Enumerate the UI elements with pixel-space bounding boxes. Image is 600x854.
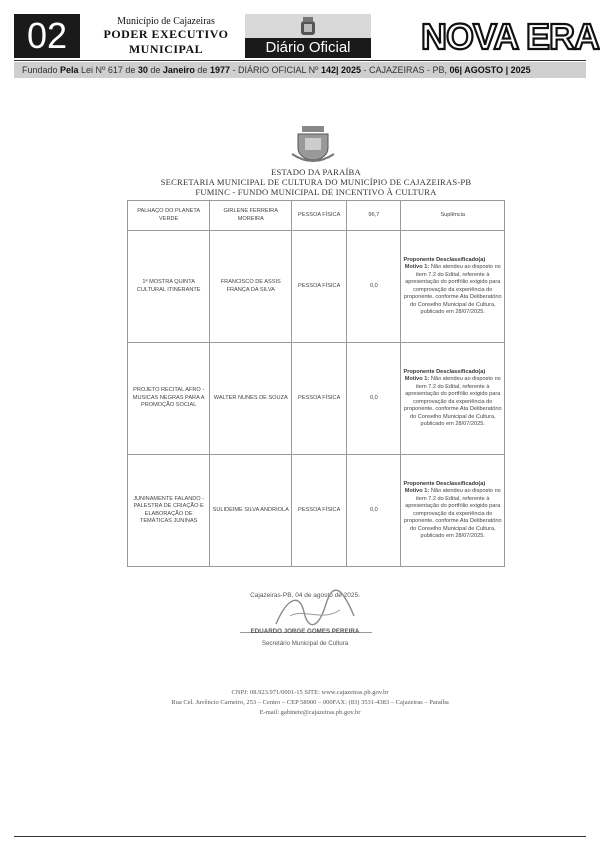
proponent-cell: WALTER NUNES DE SOUZA	[210, 343, 292, 455]
type-cell: PESSOA FÍSICA	[292, 455, 347, 567]
header-divider	[14, 60, 586, 61]
proponent-cell: GIRLENE FERREIRA MOREIRA	[210, 201, 292, 231]
nova-era-logo	[420, 14, 600, 58]
status-cell	[401, 343, 505, 455]
footer-email: E-mail: gabinete@cajazeiras.pb.gov.br	[259, 709, 361, 716]
info-text: Pela	[60, 65, 79, 75]
info-text: 30	[137, 65, 148, 75]
brand-text: NOVA ERA	[420, 16, 600, 57]
status-heading: Proponente Desclassificado(a)	[403, 480, 486, 487]
table-row	[128, 201, 505, 231]
info-text: - DIÁRIO OFICIAL Nº	[229, 65, 321, 75]
info-text: 06	[449, 65, 460, 75]
footer-cnpj: CNPJ: 08.923.971/0001-15 SITE: www.cajazeiras.pb.gov.br	[231, 689, 389, 696]
info-text: de	[194, 65, 210, 75]
secretariat-title: SECRETARIA MUNICIPAL DE CULTURA DO MUNICÍPIO DE CAJAZEIRAS-PB	[160, 177, 472, 187]
score-cell: 0,0	[347, 231, 401, 343]
handwritten-signature	[270, 586, 360, 634]
info-text: 1977	[209, 65, 230, 75]
info-text: Janeiro	[162, 65, 195, 75]
status-heading: Proponente Desclassificado(a)	[403, 368, 486, 375]
power-line1: PODER EXECUTIVO	[103, 27, 229, 41]
status-cell	[401, 455, 505, 567]
type-cell: PESSOA FÍSICA	[292, 231, 347, 343]
status-heading: Proponente Desclassificado(a)	[403, 256, 486, 263]
bottom-divider	[14, 836, 586, 837]
coat-of-arms-icon	[290, 124, 336, 164]
reason-text: Não atendeu ao disposto no item 7.2 do Edital, referente à apresentação do portfólio exigido para comprovação da experiência do proponente, conforme Ata Deliberatório do Conselho Municipal de Cultura, publicado em 28/07/2025.	[403, 264, 502, 315]
reason-label: Motivo 1:	[404, 264, 430, 270]
score-cell: 96,7	[347, 201, 401, 231]
status-cell	[401, 231, 505, 343]
footer-address: Rua Cel. Juvêncio Carneiro, 253 – Centro – CEP 58900 – 000FAX: (83) 3531-4383 – Cajazeiras – Paraíba	[171, 699, 449, 706]
info-text: Lei Nº 617 de	[78, 65, 138, 75]
document-footer	[110, 688, 510, 718]
table-row	[128, 231, 505, 343]
info-text: - CAJAZEIRAS - PB,	[361, 65, 450, 75]
gazette-title-box	[245, 14, 371, 58]
reason-text: Não atendeu ao disposto no item 7.2 do Edital, referente à apresentação do portfólio exigido para comprovação da experiência do proponente, conforme Ata Deliberatório do Conselho Municipal de Cultura, publicado em 28/07/2025.	[403, 488, 502, 539]
info-bar	[14, 62, 586, 78]
place-date: Cajazeiras-PB, 04 de agosto de 2025.	[250, 592, 360, 599]
type-cell: PESSOA FÍSICA	[292, 343, 347, 455]
project-cell: PALHAÇO DO PLANETA VERDE	[128, 201, 210, 231]
document-titles	[126, 167, 506, 197]
score-cell: 0,0	[347, 343, 401, 455]
signatory-name: EDUARDO JORGE GOMES PEREIRA	[250, 628, 360, 635]
fund-title: FUMINC - FUNDO MUNICIPAL DE INCENTIVO À CULTURA	[195, 187, 437, 197]
reason-label: Motivo 1:	[404, 488, 430, 494]
project-cell: PROJETO RECITAL AFRO - MUSICAS NEGRAS PARA A PROMOÇÃO SOCIAL	[128, 343, 210, 455]
info-text: | 2025	[503, 65, 531, 75]
reason-text: Não atendeu ao disposto no item 7.2 do Edital, referente à apresentação do portfólio exigido para comprovação da experiência do proponente, conforme Ata Deliberatório do Conselho Municipal de Cultura, publicado em 28/07/2025.	[403, 376, 502, 427]
reason-label: Motivo 1:	[404, 376, 430, 382]
results-table	[127, 200, 505, 567]
issue-number: 02	[14, 14, 80, 58]
proponent-cell: FRANCISCO DE ASSIS FRANÇA DA SILVA	[210, 231, 292, 343]
gazette-title: Diário Oficial	[245, 38, 371, 58]
info-text: | 2025	[335, 65, 362, 75]
type-cell: PESSOA FÍSICA	[292, 201, 347, 231]
info-text: 142	[320, 65, 336, 75]
signatory-role: Secretário Municipal de Cultura	[261, 640, 349, 647]
project-cell: 1ª MOSTRA QUINTA CULTURAL ITINERANTE	[128, 231, 210, 343]
municipality-block	[86, 16, 246, 57]
power-line2: MUNICIPAL	[128, 42, 204, 56]
gazette-header	[14, 14, 600, 58]
info-text: Fundado	[22, 65, 61, 75]
table-row	[128, 343, 505, 455]
coat-of-arms-icon	[297, 15, 319, 37]
project-cell: JUNINAMENTE FALANDO - PALESTRA DE CRIAÇÃO E ELABORAÇÃO DE TEMÁTICAS JUNINAS	[128, 455, 210, 567]
table-row	[128, 455, 505, 567]
state-title: ESTADO DA PARAÍBA	[271, 167, 361, 177]
info-text: de	[147, 65, 163, 75]
municipality-name: Município de Cajazeiras	[117, 16, 215, 27]
info-text: | AGOSTO	[459, 65, 504, 75]
score-cell: 0,0	[347, 455, 401, 567]
status-cell: Suplência	[401, 201, 505, 231]
proponent-cell: SULIDEIME SILVA ANDRIOLA	[210, 455, 292, 567]
